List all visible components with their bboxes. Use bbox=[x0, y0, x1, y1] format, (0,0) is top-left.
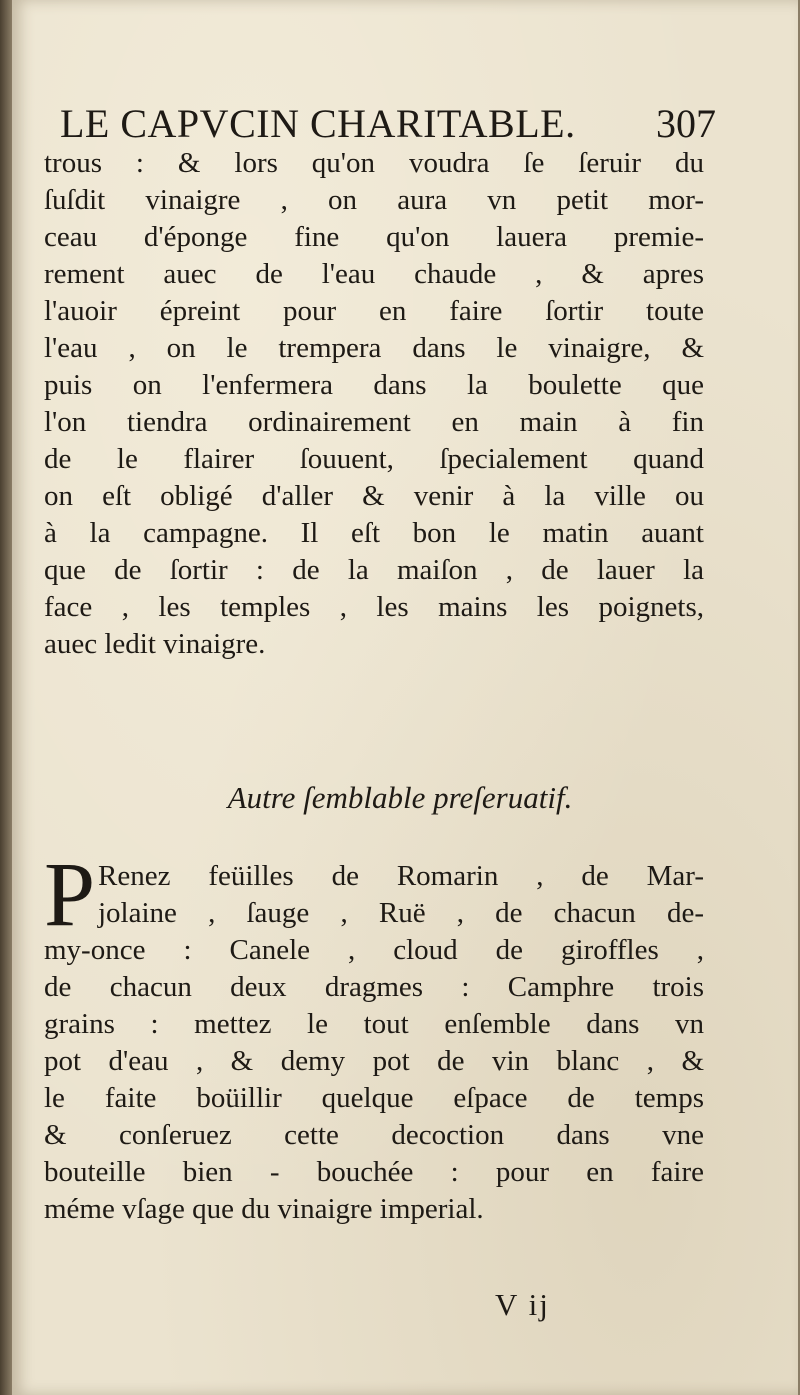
text-line: méme vſage que du vinaigre imperial. bbox=[44, 1193, 484, 1225]
running-title: LE CAPVCIN CHARITABLE. bbox=[60, 101, 576, 146]
text-line: jolaine , ſauge , Ruë , de chacun de- bbox=[98, 897, 704, 929]
text-line: my-once : Canele , cloud de giroffles , bbox=[44, 934, 704, 966]
text-line: & conſeruez cette decoction dans vne bbox=[44, 1119, 704, 1151]
text-line: auec ledit vinaigre. bbox=[44, 628, 266, 660]
book-gutter bbox=[0, 0, 12, 1395]
drop-cap: P bbox=[44, 843, 96, 945]
text-line: de le flairer ſouuent, ſpecialement quand bbox=[44, 443, 704, 475]
page-header bbox=[60, 100, 716, 150]
text-line: grains : mettez le tout enſemble dans vn bbox=[44, 1008, 704, 1040]
page-number: 307 bbox=[656, 101, 716, 146]
text-line: le faite boüillir quelque eſpace de temps bbox=[44, 1082, 704, 1114]
text-line: l'eau , on le trempera dans le vinaigre, & bbox=[44, 332, 704, 364]
text-line: pot d'eau , & demy pot de vin blanc , & bbox=[44, 1045, 704, 1077]
section-title: Autre ſemblable preſeruatif. bbox=[227, 780, 573, 815]
text-line: rement auec de l'eau chaude , & apres bbox=[44, 258, 704, 290]
paragraph-2-opening bbox=[98, 858, 704, 932]
text-line: puis on l'enfermera dans la boulette que bbox=[44, 369, 704, 401]
text-line: Renez feüilles de Romarin , de Mar- bbox=[98, 860, 704, 892]
text-line: ſuſdit vinaigre , on aura vn petit mor- bbox=[44, 184, 704, 216]
text-line: on eſt obligé d'aller & venir à la ville ou bbox=[44, 480, 704, 512]
text-line: de chacun deux dragmes : Camphre trois bbox=[44, 971, 704, 1003]
text-line: l'on tiendra ordinairement en main à fin bbox=[44, 406, 704, 438]
text-line: que de ſortir : de la maiſon , de lauer la bbox=[44, 554, 704, 586]
paragraph-1 bbox=[44, 145, 704, 663]
text-line: face , les temples , les mains les poignets, bbox=[44, 591, 704, 623]
text-line: l'auoir épreint pour en faire ſortir toute bbox=[44, 295, 704, 327]
signature-mark: V ij bbox=[495, 1287, 550, 1322]
text-line: ceau d'éponge fine qu'on lauera premie- bbox=[44, 221, 704, 253]
paragraph-2 bbox=[44, 932, 704, 1228]
text-line: à la campagne. Il eſt bon le matin auant bbox=[44, 517, 704, 549]
text-line: trous : & lors qu'on voudra ſe ſeruir du bbox=[44, 147, 704, 179]
text-line: bouteille bien - bouchée : pour en faire bbox=[44, 1156, 704, 1188]
